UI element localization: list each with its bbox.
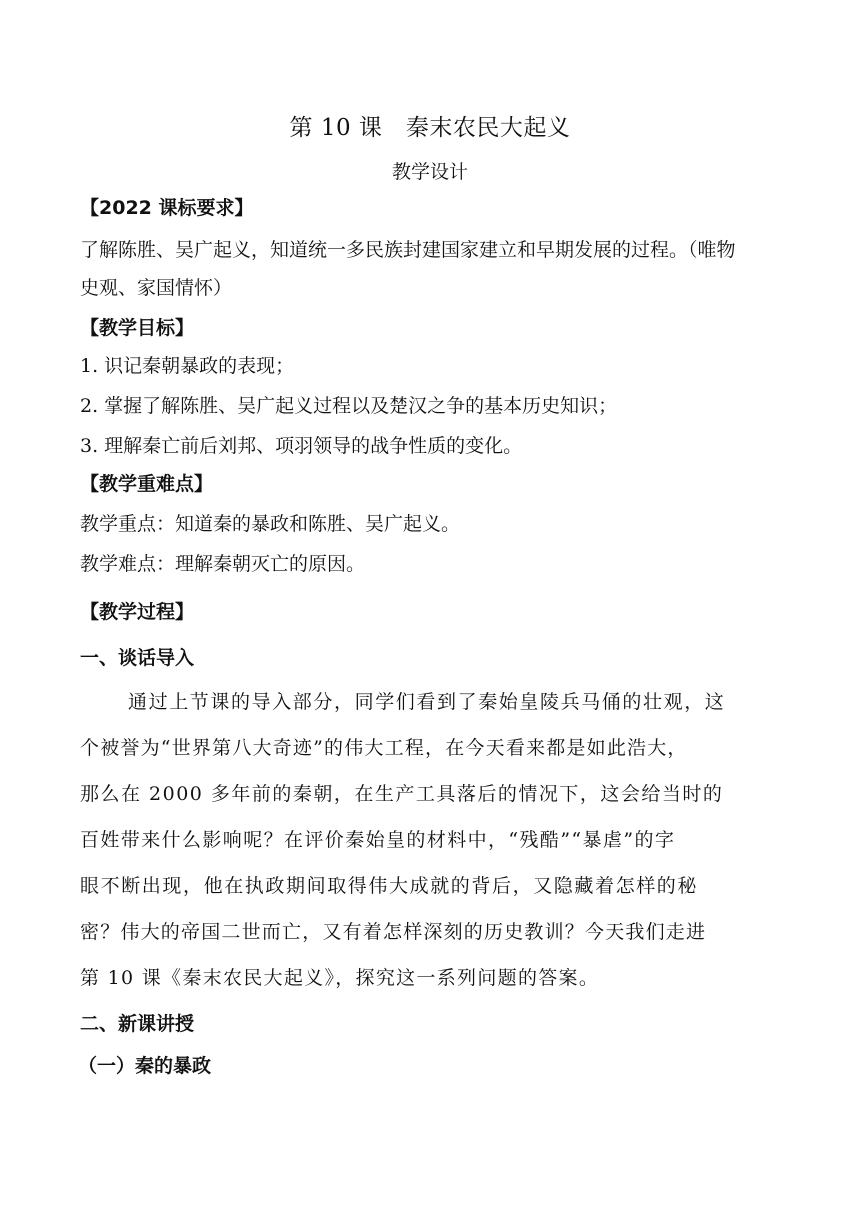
goal-item-2: 2. 掌握了解陈胜、吴广起义过程以及楚汉之争的基本历史知识；: [80, 395, 618, 417]
intro-line-6: 密？伟大的帝国二世而亡，又有着怎样深刻的历史教训？今天我们走进: [80, 921, 707, 943]
intro-line-5: 眼不断出现，他在执政期间取得伟大成就的背后，又隐藏着怎样的秘: [80, 875, 699, 897]
keypoint-key: 教学重点：知道秦的暴政和陈胜、吴广起义。: [80, 513, 461, 535]
lesson-subtitle: 教学设计: [391, 161, 468, 183]
intro-line-3: 那么在 2000 多年前的秦朝，在生产工具落后的情况下，这会给当时的: [80, 783, 724, 805]
goal-item-3: 3. 理解秦亡前后刘邦、项羽领导的战争性质的变化。: [80, 435, 523, 457]
goals-heading: 【教学目标】: [80, 317, 195, 339]
sub1-heading: （一）秦的暴政: [78, 1055, 212, 1077]
intro-line-4: 百姓带来什么影响呢？在评价秦始皇的材料中，“残酷”“暴虐”的字: [80, 829, 676, 851]
intro-line-1: 通过上节课的导入部分，同学们看到了秦始皇陵兵马俑的壮观，这: [128, 691, 726, 713]
standard-text-line-1: 了解陈胜、吴广起义，知道统一多民族封建国家建立和早期发展的过程。（唯物: [80, 239, 736, 261]
process-heading: 【教学过程】: [80, 601, 195, 623]
keypoint-difficult: 教学难点：理解秦朝灭亡的原因。: [80, 553, 366, 575]
part2-heading: 二、新课讲授: [80, 1013, 195, 1035]
lesson-title: 第 10 课 秦末农民大起义: [289, 115, 571, 141]
standard-text-line-2: 史观、家国情怀）: [80, 277, 233, 299]
intro-line-2: 个被誉为“世界第八大奇迹”的伟大工程，在今天看来都是如此浩大，: [80, 737, 688, 759]
standard-heading: 【2022 课标要求】: [80, 197, 254, 219]
part1-heading: 一、谈话导入: [80, 647, 195, 669]
keypoints-heading: 【教学重难点】: [80, 473, 214, 495]
intro-line-7: 第 10 课《秦末农民大起义》，探究这一系列问题的答案。: [80, 967, 600, 989]
goal-item-1: 1. 识记秦朝暴政的表现；: [80, 355, 295, 377]
